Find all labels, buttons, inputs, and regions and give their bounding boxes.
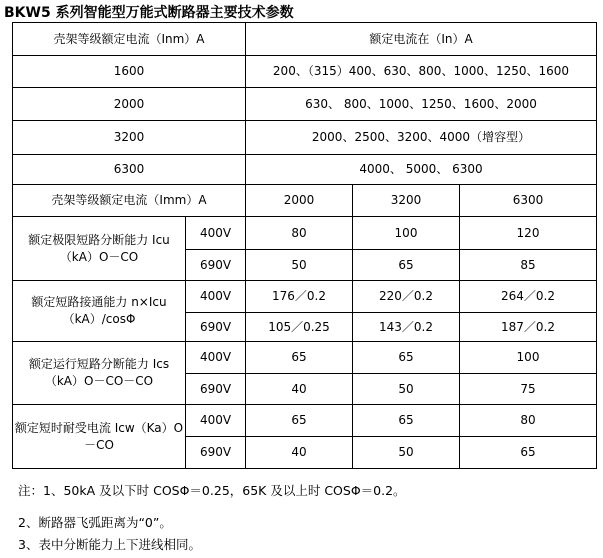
value-cell: 100 <box>460 342 597 374</box>
value-cell: 100 <box>353 217 460 250</box>
value-cell: 65 <box>246 342 353 374</box>
header-frame-current-2: 壳架等级额定电流（Imm）A <box>13 185 246 217</box>
voltage-cell: 400V <box>186 217 246 250</box>
value-cell: 65 <box>353 250 460 281</box>
note-3: 3、表中分断能力上下进线相同。 <box>18 537 201 552</box>
param-label: 额定短时耐受电流 Icw（Ka）O－CO <box>13 405 186 469</box>
voltage-cell: 690V <box>186 374 246 405</box>
value-cell: 50 <box>246 250 353 281</box>
voltage-cell: 400V <box>186 342 246 374</box>
value-cell: 65 <box>246 405 353 437</box>
frame-cell: 2000 <box>13 88 246 121</box>
rated-current-values: 2000、2500、3200、4000（增容型） <box>246 121 597 155</box>
frame-cell: 6300 <box>13 155 246 185</box>
value-cell: 105／0.25 <box>246 313 353 342</box>
value-cell: 65 <box>353 405 460 437</box>
frame-col-header: 6300 <box>460 185 597 217</box>
value-cell: 40 <box>246 374 353 405</box>
value-cell: 65 <box>353 342 460 374</box>
value-cell: 65 <box>460 437 597 469</box>
value-cell: 80 <box>460 405 597 437</box>
rated-current-values: 4000、 5000、 6300 <box>246 155 597 185</box>
value-cell: 50 <box>353 437 460 469</box>
header-rated-current: 额定电流在（In）A <box>246 23 597 56</box>
value-cell: 187／0.2 <box>460 313 597 342</box>
header-frame-current: 壳架等级额定电流（Inm）A <box>13 23 246 56</box>
voltage-cell: 400V <box>186 405 246 437</box>
value-cell: 40 <box>246 437 353 469</box>
value-cell: 176／0.2 <box>246 281 353 313</box>
spec-table <box>12 22 597 469</box>
value-cell: 85 <box>460 250 597 281</box>
param-label: 额定运行短路分断能力 Ics（kA）O－CO－CO <box>13 342 186 405</box>
value-cell: 143／0.2 <box>353 313 460 342</box>
voltage-cell: 690V <box>186 313 246 342</box>
value-cell: 264／0.2 <box>460 281 597 313</box>
rated-current-values: 630、 800、1000、1250、1600、2000 <box>246 88 597 121</box>
value-cell: 120 <box>460 217 597 250</box>
value-cell: 220／0.2 <box>353 281 460 313</box>
frame-col-header: 2000 <box>246 185 353 217</box>
note-1: 注：1、50kA 及以下时 COSΦ＝0.25，65K 及以上时 COSΦ＝0.2。 <box>18 483 406 498</box>
frame-cell: 3200 <box>13 121 246 155</box>
rated-current-values: 200、（315）400、630、800、1000、1250、1600 <box>246 56 597 88</box>
value-cell: 75 <box>460 374 597 405</box>
note-2: 2、断路器飞弧距离为“0”。 <box>18 515 172 530</box>
param-label: 额定极限短路分断能力 Icu（kA）O－CO <box>13 217 186 281</box>
voltage-cell: 690V <box>186 437 246 469</box>
frame-cell: 1600 <box>13 56 246 88</box>
param-label: 额定短路接通能力 n×Icu（kA）/cosΦ <box>13 281 186 342</box>
voltage-cell: 400V <box>186 281 246 313</box>
value-cell: 50 <box>353 374 460 405</box>
value-cell: 80 <box>246 217 353 250</box>
frame-col-header: 3200 <box>353 185 460 217</box>
document-title: BKW5 系列智能型万能式断路器主要技术参数 <box>4 5 294 21</box>
voltage-cell: 690V <box>186 250 246 281</box>
